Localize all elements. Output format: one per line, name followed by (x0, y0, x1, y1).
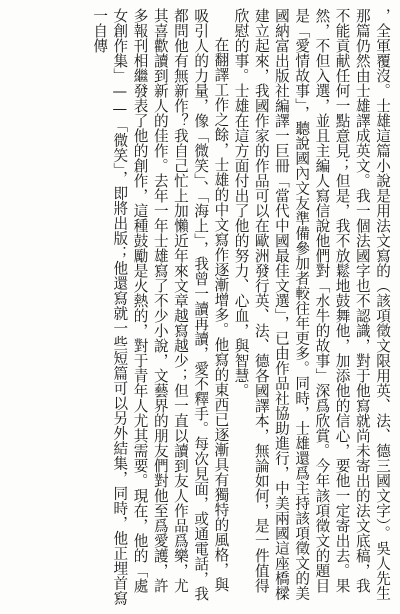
paragraph-1: ，全軍覆沒。士雄這篇小說是用法文寫的（該項徵文限用英、法、德三國文字）。吳人先生那篇仍然由士雄譯成英文。我一個法國字也不認識，對于他寫就尚未寄出的法文底稿，我不能貢献任何一點意見；但是，我不放鬆地鼓舞他，加添他的信心，要他一定寄出去。果然，不但入選，並且主編人寫信說他們對「水牛的故事」深爲欣賞。今年該項徵文的題目是「愛情故事」，聽說國內文友準備參加者較往年更多。同時，士雄還爲主持該項徵文的美國納富出版社編譯一巨冊「當代中國最佳文選」，已由作品社協助進行，中美兩國這座橋樑建立起來，我國作家的作品可以在歐洲發行英、法、德各國譯本，無論如何，是一件值得欣慰的事。士雄在這方面付出了他的努力、心血，與智慧。 (232, 8, 391, 601)
paragraph-2: 在翻譯工作之餘，士雄的中文寫作逐漸增多。他寫的東西已逐漸具有獨特的風格，與吸引人的力量，像「微笑」、「海上」，我曾一讀再讀，愛不釋手。每次見面，或通電話，我都問他有無新作？我自己忙上加懶近年來文章越寫越少；但一直以讀到友人作品爲樂，尤其喜歡讀到新人的佳作。去年一年士雄寫了不少小說，文藝界的朋友們對他至爲愛護，許多報刊相繼發表了他的創作，這種鼓勵是火熱的，對于青年人尤其需要。現在，他的「處女創作集」——「微笑」，即將出版；他還寫就一些短篇可以另外結集，同時，他正埋首寫一自傳 (91, 8, 230, 606)
vertical-text-block (8, 8, 392, 606)
